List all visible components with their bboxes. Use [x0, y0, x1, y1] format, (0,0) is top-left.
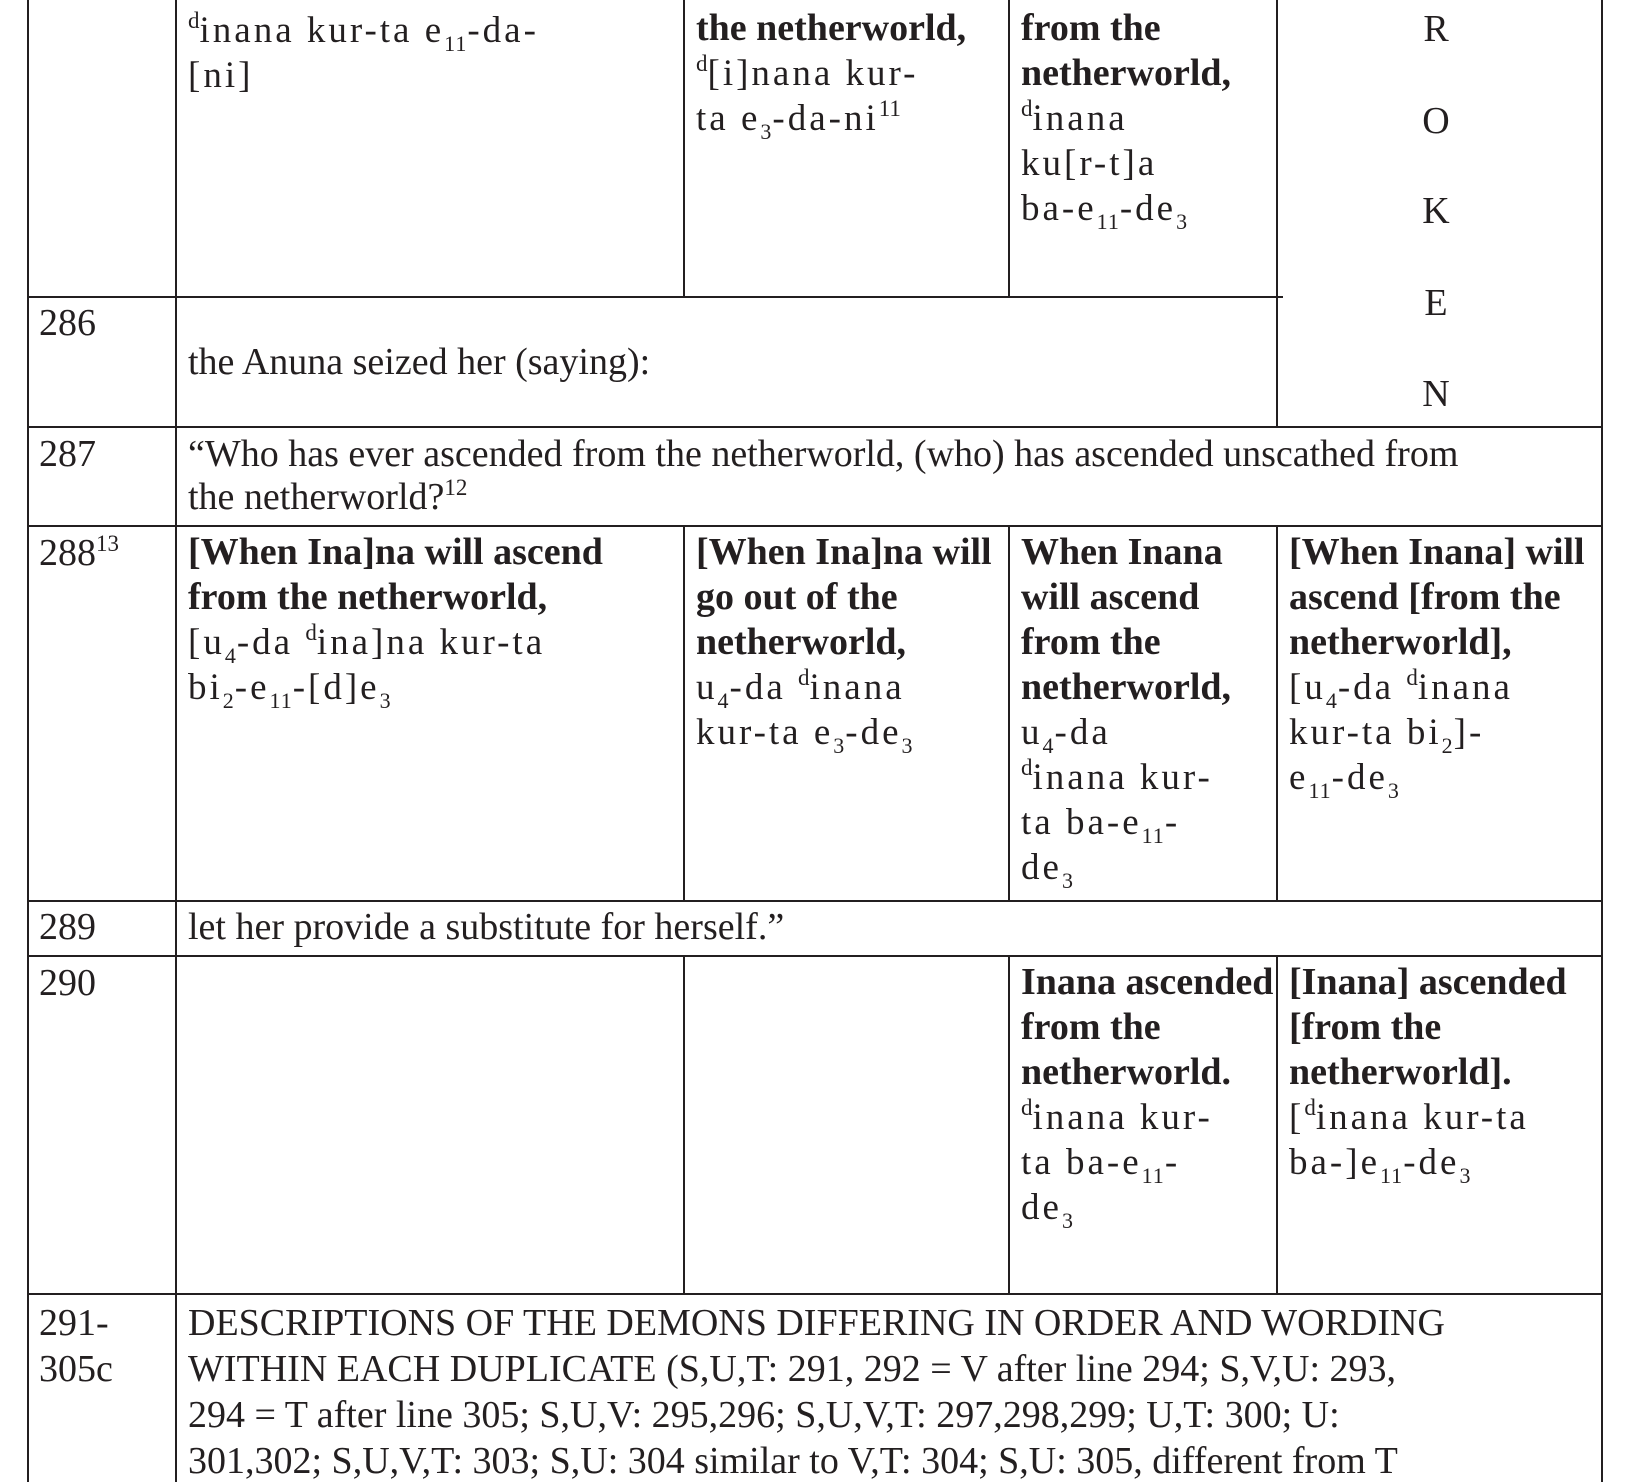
column-divider	[1008, 525, 1010, 901]
row290-col4	[1021, 960, 1276, 1233]
row-divider	[27, 296, 1283, 298]
line-number: 289	[39, 906, 96, 948]
row290-col5-sumerian: [$^d$inana kur-ta $ba-]e_{11}-de_3$	[1289, 1095, 1529, 1188]
row288-col3	[696, 530, 1006, 758]
column-divider	[683, 525, 685, 901]
row288-col4	[1021, 530, 1276, 893]
description-line: 301,302; S,U,V,T: 303; S,U: 304 similar to V,T: 304; S,U: 305, different from T	[188, 1440, 1398, 1482]
broken-letter: N	[1422, 373, 1450, 415]
broken-letter: O	[1422, 100, 1450, 142]
column-divider	[683, 955, 685, 1294]
column-divider	[683, 0, 685, 297]
row286-translation: the Anuna seized her (saying):	[188, 341, 651, 383]
table-border-left	[27, 0, 29, 1482]
row287-translation: “Who has ever ascended from the netherworld, (who) has ascended unscathed from the netherworld?$^{12}$	[188, 433, 1459, 518]
row289-translation: let her provide a substitute for herself.”	[188, 906, 785, 948]
row285-col3-english: the netherworld,	[696, 7, 967, 49]
row-divider	[27, 955, 1603, 957]
row291-description	[188, 1300, 1600, 1484]
broken-letter: K	[1422, 190, 1450, 232]
row285-col4	[1021, 6, 1276, 234]
row290-col5	[1289, 960, 1599, 1188]
line-number: 290	[39, 962, 96, 1004]
row288-col5-sumerian: [$u_4-da$ $^d$inana kur-ta $bi_2]-$ $e_{11}-de_3$	[1289, 665, 1513, 803]
row-divider	[27, 426, 1603, 428]
row-divider	[27, 525, 1603, 527]
row-divider	[27, 900, 1603, 902]
row288-col4-english: When Inana will ascend from the netherworld,	[1021, 531, 1232, 708]
row285-col4-sumerian: $^d$inana ku[r-t]a $ba-e_{11}-de_3$	[1021, 96, 1189, 234]
line-number: 287	[39, 433, 96, 475]
line-number: 291- 305c	[39, 1302, 113, 1390]
row290-col4-sumerian: $^d$inana kur- ta $ba-e_{11}-$ $de_3$	[1021, 1095, 1213, 1233]
row288-col3-sumerian: $u_4-da$ $^d$inana kur-ta $e_3-de_3$	[696, 665, 914, 758]
row288-col2-english: [When Ina]na will ascend from the netherworld,	[188, 531, 603, 618]
description-line: WITHIN EACH DUPLICATE (S,U,T: 291, 292 = V after line 294; S,V,U: 293,	[188, 1348, 1397, 1390]
row285-col4-english: from the netherworld,	[1021, 7, 1232, 94]
row288-col5	[1289, 530, 1599, 803]
description-line: DESCRIPTIONS OF THE DEMONS DIFFERING IN ORDER AND WORDING	[188, 1302, 1445, 1344]
column-divider	[175, 0, 177, 1482]
line-number: 286	[39, 302, 96, 344]
row288-col5-english: [When Inana] will ascend [from the netherworld],	[1289, 531, 1585, 663]
column-divider	[1008, 955, 1010, 1294]
row285-col3	[696, 6, 1006, 144]
column-divider	[1276, 955, 1278, 1294]
row288-col3-english: [When Ina]na will go out of the netherworld,	[696, 531, 992, 663]
row288-col2	[188, 530, 668, 713]
line-number: $288^{13}$	[39, 531, 119, 574]
broken-letter: E	[1424, 282, 1448, 324]
row290-col5-english: [Inana] ascended [from the netherworld].	[1289, 961, 1567, 1093]
row290-col4-english: Inana ascended from the netherworld.	[1021, 961, 1274, 1093]
row288-col2-sumerian: [$u_4-da$ $^d$ina]na kur-ta $bi_2-e_{11}-[d]e_3$	[188, 620, 546, 713]
row-divider	[27, 1293, 1603, 1295]
table-border-right	[1601, 0, 1603, 1482]
row285-col3-sumerian: $^d$[i]nana kur- ta $e_3-da-ni^{11}$	[696, 51, 919, 144]
row288-col4-sumerian: $u_4-da$ $^d$inana kur- ta $ba-e_{11}-$ $de_3$	[1021, 712, 1213, 893]
column-divider	[1276, 525, 1278, 901]
broken-letter: R	[1423, 8, 1449, 50]
description-line: 294 = T after line 305; S,U,V: 295,296; S,U,V,T: 297,298,299; U,T: 300; U:	[188, 1394, 1340, 1436]
column-divider	[1008, 0, 1010, 297]
row285-sumerian-col2: $^d$inana kur-ta $e_{11}-da-$ [ni]	[188, 8, 539, 96]
